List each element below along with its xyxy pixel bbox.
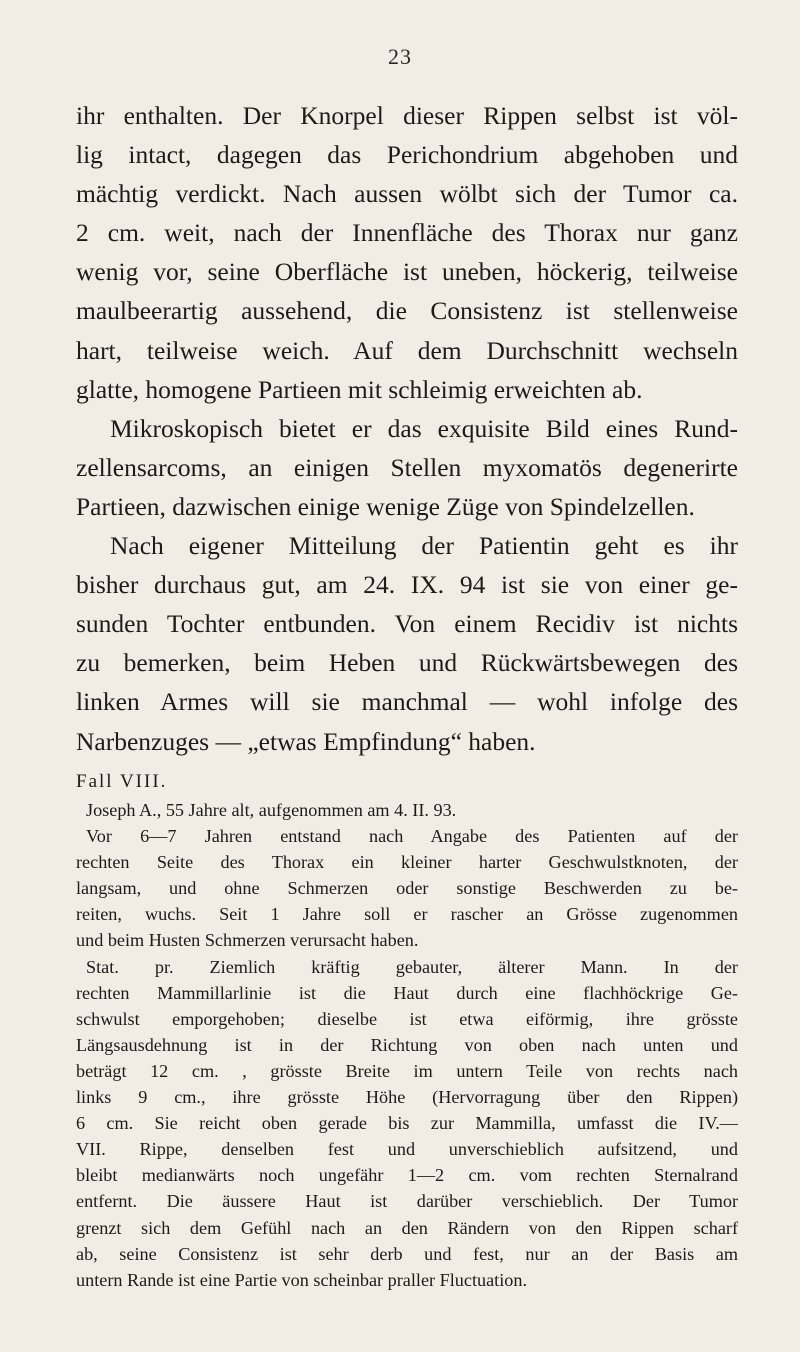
main-text-line: linken Armes will sie manchmal — wohl infolge des bbox=[76, 687, 738, 717]
main-text-line: zu bemerken, beim Heben und Rückwärtsbewegen des bbox=[76, 648, 738, 678]
case-text-line: ab, seine Consistenz ist sehr derb und fest, nur an der Basis am bbox=[76, 1243, 738, 1264]
case-text-line: 6 cm. Sie reicht oben gerade bis zur Mammilla, umfasst die IV.— bbox=[76, 1113, 738, 1134]
case-text-line: Joseph A., 55 Jahre alt, aufgenommen am 4. II. 93. bbox=[86, 800, 457, 820]
case-text-line: und beim Husten Schmerzen verursacht haben. bbox=[76, 930, 419, 951]
main-text-line: Partieen, dazwischen einige wenige Züge von Spindelzellen. bbox=[76, 491, 695, 521]
case-text-line: links 9 cm., ihre grösste Höhe (Hervorragung über den Rippen) bbox=[76, 1087, 738, 1108]
main-text-line: hart, teilweise weich. Auf dem Durchschnitt wechseln bbox=[76, 335, 738, 365]
case-text-line: bleibt medianwärts noch ungefähr 1—2 cm. vom rechten Sternalrand bbox=[76, 1165, 738, 1186]
case-text-line: Stat. pr. Ziemlich kräftig gebauter, älterer Mann. In der bbox=[86, 956, 738, 977]
case-text-line: beträgt 12 cm. , grösste Breite im untern Teile von rechts nach bbox=[76, 1060, 738, 1081]
main-text-line: Narbenzuges — „etwas Empfindung“ haben. bbox=[76, 726, 536, 756]
main-text-line: bisher durchaus gut, am 24. IX. 94 ist sie von einer ge- bbox=[76, 570, 738, 600]
page-number: 23 bbox=[388, 44, 412, 69]
case-text-line: untern Rande ist eine Partie von scheinbar praller Fluctuation. bbox=[76, 1269, 528, 1290]
case-text-line: rechten Seite des Thorax ein kleiner harter Geschwulstknoten, der bbox=[76, 852, 738, 873]
case-text-line: rechten Mammillarlinie ist die Haut durch eine flachhöckrige Ge- bbox=[76, 982, 738, 1003]
case-text-line: entfernt. Die äussere Haut ist darüber verschieblich. Der Tumor bbox=[76, 1191, 738, 1212]
main-text-line: sunden Tochter entbunden. Von einem Recidiv ist nichts bbox=[76, 609, 738, 639]
main-text-line: 2 cm. weit, nach der Innenfläche des Thorax nur ganz bbox=[76, 218, 738, 248]
main-text-line: Mikroskopisch bietet er das exquisite Bild eines Rund- bbox=[110, 413, 738, 443]
case-text-line: Vor 6—7 Jahren entstand nach Angabe des Patienten auf der bbox=[86, 826, 738, 847]
case-text-line: Längsausdehnung ist in der Richtung von oben nach unten und bbox=[76, 1034, 738, 1055]
main-text-line: lig intact, dagegen das Perichondrium abgehoben und bbox=[76, 140, 738, 170]
case-text-line: schwulst emporgehoben; dieselbe ist etwa eiförmig, ihre grösste bbox=[76, 1008, 738, 1029]
main-text-line: glatte, homogene Partieen mit schleimig erweichten ab. bbox=[76, 374, 643, 404]
main-text-line: zellensarcoms, an einigen Stellen myxomatös degenerirte bbox=[76, 452, 738, 482]
main-text-line: ihr enthalten. Der Knorpel dieser Rippen selbst ist völ- bbox=[76, 101, 738, 130]
case-report-block bbox=[76, 767, 738, 1293]
case-heading: Fall VIII. bbox=[76, 771, 168, 792]
main-text-line: maulbeerartig aussehend, die Consistenz ist stellenweise bbox=[76, 296, 738, 326]
main-text-line: wenig vor, seine Oberfläche ist uneben, höckerig, teilweise bbox=[76, 257, 738, 287]
case-text-line: VII. Rippe, denselben fest und unverschieblich aufsitzend, und bbox=[76, 1139, 738, 1160]
main-text-line: Nach eigener Mitteilung der Patientin geht es ihr bbox=[110, 531, 738, 561]
main-text-block bbox=[76, 96, 738, 761]
case-text-line: langsam, und ohne Schmerzen oder sonstige Beschwerden zu be- bbox=[76, 878, 738, 899]
case-text-line: grenzt sich dem Gefühl nach an den Rändern von den Rippen scharf bbox=[76, 1217, 738, 1238]
case-text-line: reiten, wuchs. Seit 1 Jahre soll er rascher an Grösse zugenommen bbox=[76, 904, 738, 925]
main-text-line: mächtig verdickt. Nach aussen wölbt sich der Tumor ca. bbox=[76, 179, 738, 209]
